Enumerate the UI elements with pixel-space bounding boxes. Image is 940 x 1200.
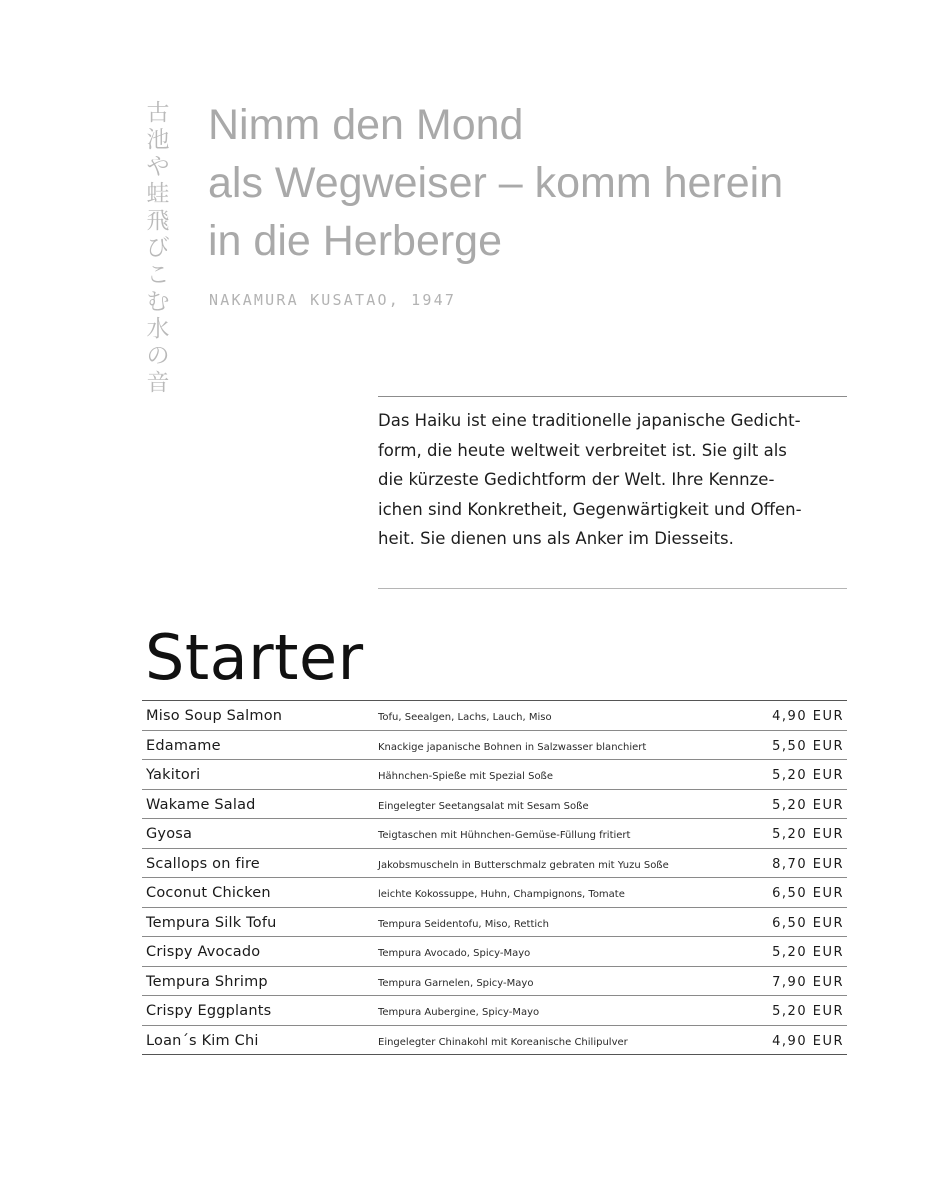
dish-description: Tempura Garnelen, Spicy-Mayo: [378, 977, 534, 989]
menu-item: [142, 996, 847, 1026]
dish-description: Hähnchen-Spieße mit Spezial Soße: [378, 771, 554, 782]
dish-name: Gyosa: [146, 826, 193, 842]
vertical-japanese-haiku: 古池や蛙飛びこむ水の音: [146, 100, 170, 396]
dish-price: 5,50 EUR: [772, 738, 844, 754]
dish-name: Crispy Eggplants: [146, 1003, 272, 1019]
dish-price: 6,50 EUR: [772, 915, 844, 931]
quote-line-3: in die Herberge: [208, 217, 503, 265]
dish-name: Miso Soup Salmon: [146, 708, 283, 724]
dish-name: Tempura Shrimp: [146, 973, 268, 990]
intro-line-5: heit. Sie dienen uns als Anker im Diesseits.: [378, 529, 734, 548]
starter-menu-list: [142, 700, 847, 1055]
dish-price: 5,20 EUR: [772, 945, 844, 960]
menu-item: [142, 908, 847, 938]
dish-name: Edamame: [146, 737, 221, 754]
intro-divider-bottom: [378, 588, 847, 589]
dish-name: Crispy Avocado: [146, 944, 261, 960]
dish-name: Tempura Silk Tofu: [146, 914, 277, 931]
menu-item: [142, 819, 847, 849]
menu-item: [142, 790, 847, 820]
dish-price: 5,20 EUR: [772, 827, 844, 842]
dish-price: 6,50 EUR: [772, 886, 844, 901]
dish-description: Knackige japanische Bohnen in Salzwasser blanchiert: [378, 741, 647, 753]
dish-price: 5,20 EUR: [772, 768, 844, 783]
dish-description: Tofu, Seealgen, Lachs, Lauch, Miso: [378, 712, 552, 723]
intro-line-4: ichen sind Konkretheit, Gegenwärtigkeit und Offen-: [378, 499, 802, 519]
dish-description: Eingelegter Seetangsalat mit Sesam Soße: [378, 800, 589, 812]
dish-description: Jakobsmuscheln in Butterschmalz gebraten mit Yuzu Soße: [378, 859, 669, 871]
dish-price: 4,90 EUR: [772, 709, 844, 724]
menu-item: [142, 937, 847, 967]
dish-description: Tempura Aubergine, Spicy-Mayo: [378, 1007, 540, 1018]
dish-price: 8,70 EUR: [772, 856, 844, 872]
dish-price: 4,90 EUR: [772, 1033, 844, 1049]
menu-item: [142, 1026, 847, 1056]
dish-name: Scallops on fire: [146, 855, 260, 872]
dish-price: 5,20 EUR: [772, 797, 844, 813]
quote-line-1: Nimm den Mond: [208, 101, 524, 149]
intro-divider-top: [378, 396, 847, 397]
quote-line-2: als Wegweiser – komm herein: [208, 159, 784, 207]
dish-description: leichte Kokossuppe, Huhn, Champignons, Tomate: [378, 889, 625, 900]
dish-description: Eingelegter Chinakohl mit Koreanische Chilipulver: [378, 1036, 628, 1048]
section-title-starter: Starter: [145, 621, 364, 694]
dish-description: Tempura Seidentofu, Miso, Rettich: [378, 918, 549, 930]
dish-name: Loan´s Kim Chi: [146, 1032, 259, 1049]
dish-price: 5,20 EUR: [772, 1004, 844, 1019]
menu-item: [142, 967, 847, 997]
menu-item: [142, 760, 847, 790]
intro-line-2: form, die heute weltweit verbreitet ist. Sie gilt als: [378, 440, 787, 460]
dish-name: Coconut Chicken: [146, 885, 271, 901]
dish-description: Teigtaschen mit Hühnchen-Gemüse-Füllung fritiert: [378, 830, 631, 841]
intro-line-1: Das Haiku ist eine traditionelle japanische Gedicht-: [378, 411, 801, 430]
dish-description: Tempura Avocado, Spicy-Mayo: [378, 948, 531, 959]
quote-author: NAKAMURA KUSATAO, 1947: [209, 291, 457, 309]
menu-item: [142, 731, 847, 761]
intro-line-3: die kürzeste Gedichtform der Welt. Ihre Kennze-: [378, 470, 775, 489]
dish-name: Wakame Salad: [146, 796, 256, 813]
dish-name: Yakitori: [146, 767, 201, 783]
menu-item: [142, 701, 847, 731]
haiku-quote: [208, 96, 908, 270]
menu-item: [142, 878, 847, 908]
intro-paragraph: [378, 406, 848, 554]
menu-item: [142, 849, 847, 879]
dish-price: 7,90 EUR: [772, 974, 844, 990]
